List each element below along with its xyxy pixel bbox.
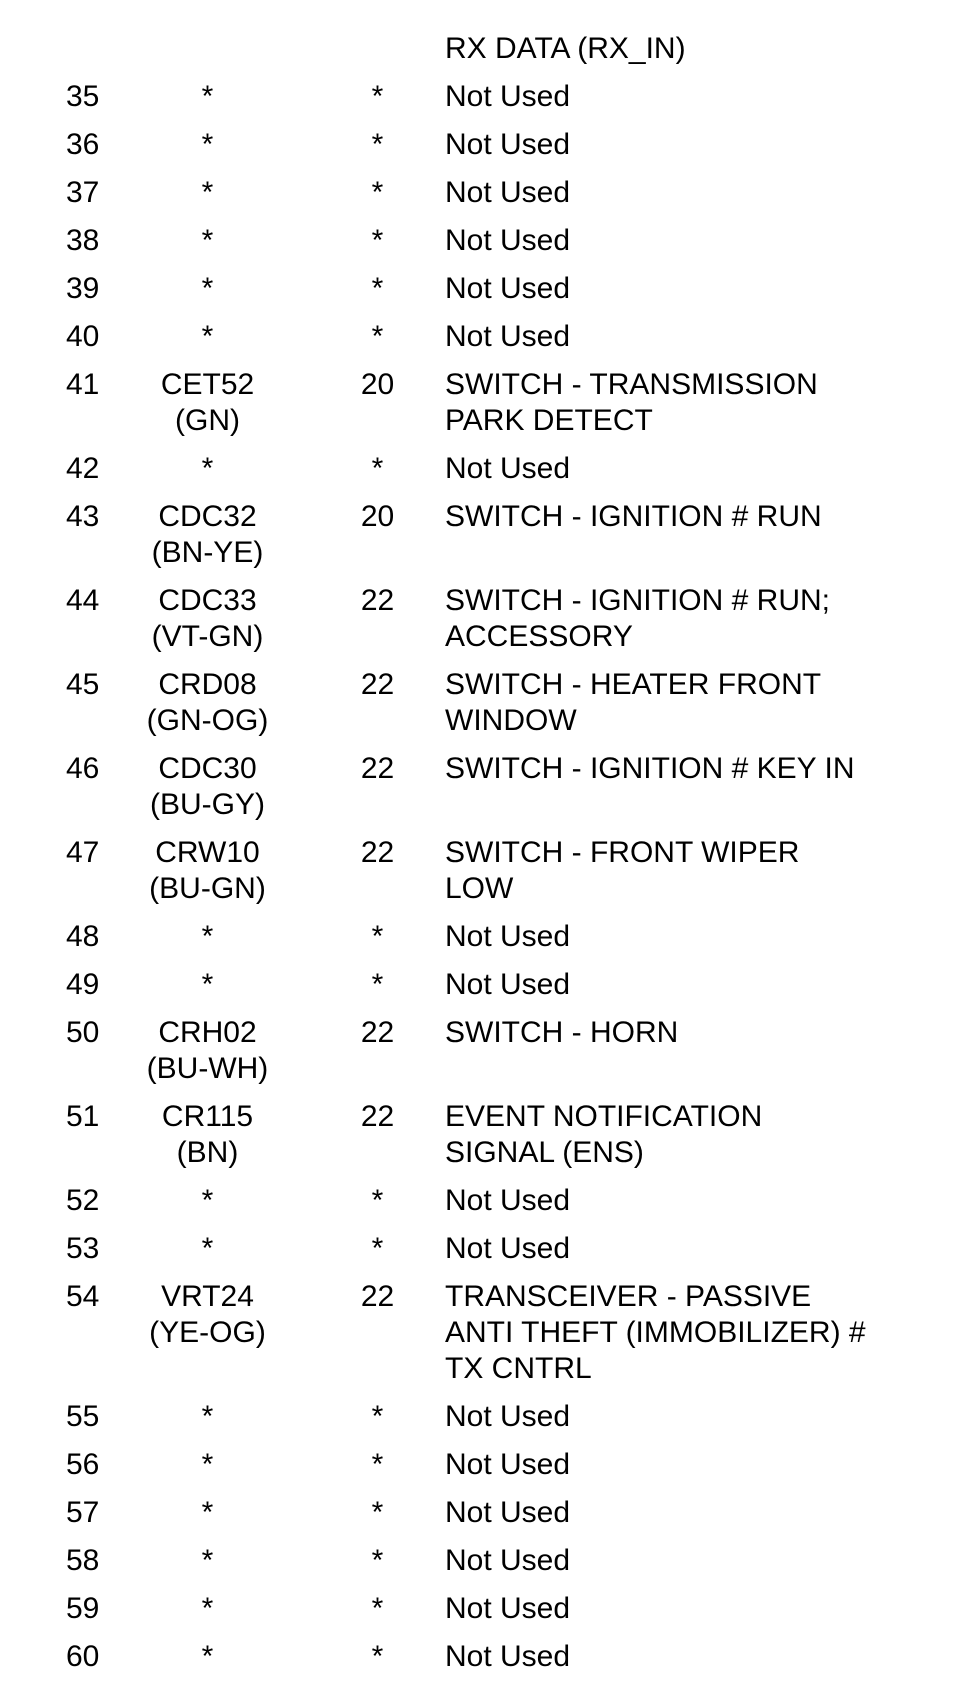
circuit-cell	[105, 127, 310, 163]
pin-number: 36	[66, 128, 100, 161]
circuit-cell	[105, 451, 310, 487]
circuit-function	[445, 1099, 956, 1171]
function-line: TRANSCEIVER - PASSIVE	[445, 1280, 812, 1313]
circuit-function	[445, 967, 956, 1003]
circuit-cell	[105, 583, 310, 655]
wire-gauge: *	[371, 1592, 384, 1625]
function-line: Not Used	[445, 320, 571, 353]
table-row	[0, 583, 956, 655]
pin-number: 56	[66, 1448, 100, 1481]
pin-number: 52	[66, 1184, 100, 1217]
wire-gauge: 20	[360, 500, 395, 533]
table-row	[0, 127, 956, 163]
pin-number: 46	[66, 752, 100, 785]
circuit-id: CR115	[161, 1100, 254, 1133]
circuit-id: *	[201, 224, 214, 257]
pin-number: 39	[66, 272, 100, 305]
function-line: Not Used	[445, 176, 571, 209]
table-row	[0, 175, 956, 211]
wire-color: (GN)	[175, 404, 240, 437]
circuit-id: *	[201, 176, 214, 209]
wire-color: (YE-OG)	[149, 1316, 266, 1349]
circuit-cell	[105, 1183, 310, 1219]
function-line: Not Used	[445, 1544, 571, 1577]
function-line: Not Used	[445, 1448, 571, 1481]
circuit-function	[445, 499, 956, 535]
circuit-cell	[105, 1015, 310, 1087]
function-line: SWITCH - TRANSMISSION	[445, 368, 818, 401]
pin-number: 54	[66, 1280, 100, 1313]
wire-gauge: 22	[360, 584, 395, 617]
circuit-function	[445, 1639, 956, 1675]
table-row	[0, 1591, 956, 1627]
circuit-cell	[105, 1447, 310, 1483]
circuit-id: *	[201, 920, 214, 953]
circuit-id: *	[201, 1400, 214, 1433]
circuit-function	[445, 1447, 956, 1483]
pin-number: 49	[66, 968, 100, 1001]
wire-color: (BN)	[176, 1136, 239, 1169]
function-line: TX CNTRL	[445, 1352, 592, 1385]
function-line: SWITCH - HEATER FRONT	[445, 668, 822, 701]
wire-gauge: *	[371, 1544, 384, 1577]
circuit-function	[445, 79, 956, 115]
pin-number: 37	[66, 176, 100, 209]
circuit-cell	[105, 751, 310, 823]
function-line: Not Used	[445, 1496, 571, 1529]
circuit-id: *	[201, 128, 214, 161]
circuit-id: *	[201, 1184, 214, 1217]
circuit-id: VRT24	[161, 1280, 254, 1313]
circuit-id: CET52	[160, 368, 255, 401]
table-row	[0, 223, 956, 259]
function-line: Not Used	[445, 224, 571, 257]
circuit-id: *	[201, 1592, 214, 1625]
circuit-id: CDC32	[158, 500, 257, 533]
function-line: ACCESSORY	[445, 620, 633, 653]
circuit-function	[445, 1591, 956, 1627]
table-row	[0, 919, 956, 955]
pin-number: 50	[66, 1016, 100, 1049]
function-line: ANTI THEFT (IMMOBILIZER) #	[445, 1316, 866, 1349]
circuit-cell	[105, 223, 310, 259]
wire-color: (BU-GY)	[150, 788, 265, 821]
circuit-cell	[105, 967, 310, 1003]
function-line: Not Used	[445, 1640, 571, 1673]
circuit-function	[445, 1495, 956, 1531]
table-row	[0, 1231, 956, 1267]
circuit-function	[445, 367, 956, 439]
circuit-function	[445, 127, 956, 163]
circuit-function	[445, 835, 956, 907]
circuit-function	[445, 1183, 956, 1219]
circuit-id: *	[201, 320, 214, 353]
circuit-id: *	[201, 1496, 214, 1529]
function-line: SWITCH - IGNITION # KEY IN	[445, 752, 855, 785]
circuit-function	[445, 919, 956, 955]
pin-number: 59	[66, 1592, 100, 1625]
table-row	[0, 1099, 956, 1171]
table-row	[0, 1399, 956, 1435]
table-row	[0, 1639, 956, 1675]
function-line: PARK DETECT	[445, 404, 653, 437]
circuit-cell	[105, 1591, 310, 1627]
circuit-id: CRH02	[158, 1016, 257, 1049]
function-line: Not Used	[445, 920, 571, 953]
wire-color: (BU-WH)	[146, 1052, 269, 1085]
wire-gauge: *	[371, 1400, 384, 1433]
circuit-function	[445, 319, 956, 355]
circuit-cell	[105, 175, 310, 211]
circuit-id: *	[201, 272, 214, 305]
pinout-table	[0, 31, 956, 1675]
circuit-function	[445, 223, 956, 259]
circuit-function	[445, 451, 956, 487]
pin-number: 43	[66, 500, 100, 533]
function-line: LOW	[445, 872, 514, 905]
function-line: Not Used	[445, 452, 571, 485]
function-line: SIGNAL (ENS)	[445, 1136, 644, 1169]
function-line: Not Used	[445, 128, 571, 161]
wire-gauge: 22	[360, 752, 395, 785]
wire-gauge: 22	[360, 836, 395, 869]
wire-gauge: 20	[360, 368, 395, 401]
table-row	[0, 31, 956, 67]
circuit-id: CDC33	[158, 584, 257, 617]
table-row	[0, 1543, 956, 1579]
circuit-function	[445, 667, 956, 739]
wire-gauge: *	[371, 452, 384, 485]
function-line: Not Used	[445, 1592, 571, 1625]
table-row	[0, 967, 956, 1003]
pin-number: 55	[66, 1400, 100, 1433]
table-row	[0, 667, 956, 739]
table-row	[0, 1183, 956, 1219]
wire-color: (BN-YE)	[151, 536, 264, 569]
table-row	[0, 79, 956, 115]
circuit-cell	[105, 1639, 310, 1675]
circuit-function	[445, 1231, 956, 1267]
circuit-id: CRW10	[155, 836, 260, 869]
circuit-cell	[105, 367, 310, 439]
table-row	[0, 1279, 956, 1387]
circuit-cell	[105, 1099, 310, 1171]
table-row	[0, 1495, 956, 1531]
function-line: EVENT NOTIFICATION	[445, 1100, 763, 1133]
table-row	[0, 367, 956, 439]
circuit-function	[445, 31, 956, 67]
wire-gauge: 22	[360, 1280, 395, 1313]
circuit-id: CDC30	[158, 752, 257, 785]
circuit-cell	[105, 1399, 310, 1435]
table-row	[0, 451, 956, 487]
wire-gauge: *	[371, 1640, 384, 1673]
pin-number: 35	[66, 80, 100, 113]
function-line: SWITCH - IGNITION # RUN	[445, 500, 822, 533]
wire-gauge: *	[371, 1232, 384, 1265]
function-line: Not Used	[445, 968, 571, 1001]
circuit-cell	[105, 1231, 310, 1267]
circuit-id: *	[201, 1640, 214, 1673]
function-line: Not Used	[445, 272, 571, 305]
wire-color: (BU-GN)	[149, 872, 266, 905]
function-line: SWITCH - HORN	[445, 1016, 679, 1049]
pin-number: 45	[66, 668, 100, 701]
circuit-id: *	[201, 80, 214, 113]
wire-gauge: 22	[360, 1100, 395, 1133]
circuit-id: *	[201, 1544, 214, 1577]
circuit-function	[445, 175, 956, 211]
table-row	[0, 835, 956, 907]
circuit-cell	[105, 79, 310, 115]
pin-number: 40	[66, 320, 100, 353]
pin-number: 42	[66, 452, 100, 485]
circuit-cell	[105, 499, 310, 571]
circuit-cell	[105, 1543, 310, 1579]
wire-color: (GN-OG)	[146, 704, 269, 737]
wire-gauge: *	[371, 1448, 384, 1481]
pin-number: 47	[66, 836, 100, 869]
table-row	[0, 1015, 956, 1087]
pin-number: 51	[66, 1100, 100, 1133]
wire-gauge: *	[371, 176, 384, 209]
function-line: RX DATA (RX_IN)	[445, 32, 686, 65]
pin-number: 57	[66, 1496, 100, 1529]
function-line: SWITCH - FRONT WIPER	[445, 836, 800, 869]
circuit-id: *	[201, 968, 214, 1001]
circuit-cell	[105, 835, 310, 907]
circuit-function	[445, 1543, 956, 1579]
circuit-function	[445, 583, 956, 655]
pin-number: 38	[66, 224, 100, 257]
circuit-function	[445, 271, 956, 307]
wire-gauge: 22	[360, 668, 395, 701]
function-line: Not Used	[445, 1400, 571, 1433]
table-row	[0, 1447, 956, 1483]
circuit-id: CRD08	[158, 668, 257, 701]
function-line: SWITCH - IGNITION # RUN;	[445, 584, 830, 617]
wire-gauge: *	[371, 1496, 384, 1529]
circuit-id: *	[201, 452, 214, 485]
function-line: Not Used	[445, 1232, 571, 1265]
circuit-function	[445, 1399, 956, 1435]
table-row	[0, 271, 956, 307]
wire-gauge: *	[371, 920, 384, 953]
pin-number: 60	[66, 1640, 100, 1673]
function-line: Not Used	[445, 1184, 571, 1217]
wire-gauge: *	[371, 224, 384, 257]
wire-gauge: *	[371, 272, 384, 305]
table-row	[0, 499, 956, 571]
circuit-id: *	[201, 1448, 214, 1481]
function-line: Not Used	[445, 80, 571, 113]
circuit-function	[445, 751, 956, 787]
wire-gauge: *	[371, 968, 384, 1001]
table-row	[0, 751, 956, 823]
wire-gauge: *	[371, 320, 384, 353]
circuit-cell	[105, 667, 310, 739]
pin-number: 41	[66, 368, 100, 401]
function-line: WINDOW	[445, 704, 577, 737]
pin-number: 53	[66, 1232, 100, 1265]
wire-gauge: *	[371, 80, 384, 113]
wire-gauge: *	[371, 1184, 384, 1217]
pin-number: 48	[66, 920, 100, 953]
circuit-cell	[105, 271, 310, 307]
table-row	[0, 319, 956, 355]
circuit-id: *	[201, 1232, 214, 1265]
circuit-cell	[105, 1495, 310, 1531]
circuit-function	[445, 1279, 956, 1387]
pin-number: 58	[66, 1544, 100, 1577]
wire-gauge: *	[371, 128, 384, 161]
wire-color: (VT-GN)	[151, 620, 264, 653]
circuit-cell	[105, 1279, 310, 1351]
circuit-function	[445, 1015, 956, 1051]
pin-number: 44	[66, 584, 100, 617]
circuit-cell	[105, 319, 310, 355]
circuit-cell	[105, 919, 310, 955]
wire-gauge: 22	[360, 1016, 395, 1049]
